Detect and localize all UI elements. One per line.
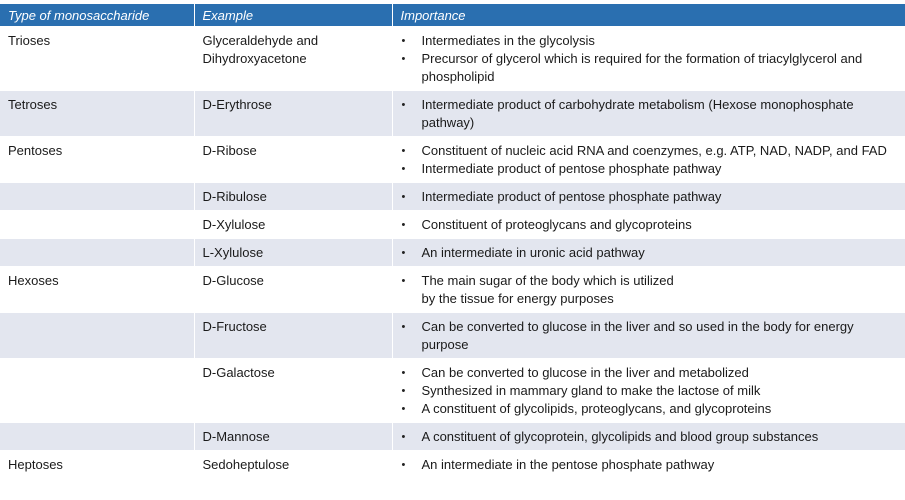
type-cell: Tetroses (0, 91, 194, 137)
type-cell (0, 239, 194, 267)
type-cell (0, 359, 194, 423)
importance-cell (392, 239, 905, 267)
table-row (0, 423, 905, 451)
importance-cell (392, 267, 905, 313)
example-cell: D-Ribose (194, 137, 392, 183)
importance-item: • Precursor of glycerol which is required for the formation of triacylglycerol and phospholipid (401, 50, 902, 86)
header-importance: Importance (392, 4, 905, 27)
importance-item: • Can be converted to glucose in the liver and metabolized (401, 364, 902, 382)
table-row (0, 267, 905, 313)
importance-item: • A constituent of glycoprotein, glycolipids and blood group substances (401, 428, 902, 446)
example-cell: D-Galactose (194, 359, 392, 423)
importance-list (401, 364, 902, 418)
type-cell (0, 313, 194, 359)
example-cell: D-Erythrose (194, 91, 392, 137)
importance-cell (392, 183, 905, 211)
table-row (0, 359, 905, 423)
table-row (0, 451, 905, 479)
importance-cell (392, 91, 905, 137)
importance-item: • Constituent of proteoglycans and glycoproteins (401, 216, 902, 234)
example-cell: D-Ribulose (194, 183, 392, 211)
example-cell: D-Fructose (194, 313, 392, 359)
table-row (0, 27, 905, 91)
importance-item: • Can be converted to glucose in the liver and so used in the body for energy purpose (401, 318, 902, 354)
importance-list (401, 272, 902, 308)
type-cell (0, 211, 194, 239)
importance-cell (392, 211, 905, 239)
table-row (0, 91, 905, 137)
importance-cell (392, 313, 905, 359)
importance-item: • An intermediate in uronic acid pathway (401, 244, 902, 262)
table-row (0, 137, 905, 183)
importance-cell (392, 27, 905, 91)
importance-item: • An intermediate in the pentose phosphate pathway (401, 456, 902, 474)
importance-list (401, 244, 902, 262)
type-cell: Hexoses (0, 267, 194, 313)
importance-list (401, 428, 902, 446)
importance-item: • The main sugar of the body which is utilized by the tissue for energy purposes (401, 272, 902, 308)
table-row (0, 183, 905, 211)
importance-item: • Constituent of nucleic acid RNA and coenzymes, e.g. ATP, NAD, NADP, and FAD (401, 142, 902, 160)
table-row (0, 211, 905, 239)
example-cell: D-Mannose (194, 423, 392, 451)
importance-cell (392, 137, 905, 183)
importance-item: • Intermediate product of pentose phosphate pathway (401, 160, 902, 178)
importance-cell (392, 451, 905, 479)
importance-list (401, 216, 902, 234)
importance-list (401, 96, 902, 132)
type-cell: Pentoses (0, 137, 194, 183)
table-body (0, 27, 905, 479)
importance-item: • A constituent of glycolipids, proteoglycans, and glycoproteins (401, 400, 902, 418)
importance-list (401, 142, 902, 178)
importance-list (401, 188, 902, 206)
header-type: Type of monosaccharide (0, 4, 194, 27)
type-cell: Trioses (0, 27, 194, 91)
importance-cell (392, 423, 905, 451)
monosaccharide-table (0, 4, 905, 478)
header-example: Example (194, 4, 392, 27)
table-row (0, 313, 905, 359)
example-cell: L-Xylulose (194, 239, 392, 267)
importance-list (401, 32, 902, 86)
importance-item: • Intermediate product of carbohydrate metabolism (Hexose monophosphate pathway) (401, 96, 902, 132)
importance-item: • Intermediate product of pentose phosphate pathway (401, 188, 902, 206)
example-cell: Sedoheptulose (194, 451, 392, 479)
importance-list (401, 456, 902, 474)
example-cell: D-Glucose (194, 267, 392, 313)
type-cell (0, 183, 194, 211)
header-row (0, 4, 905, 27)
importance-list (401, 318, 902, 354)
importance-item: • Intermediates in the glycolysis (401, 32, 902, 50)
example-cell: Glyceraldehyde and Dihydroxyacetone (194, 27, 392, 91)
importance-cell (392, 359, 905, 423)
type-cell: Heptoses (0, 451, 194, 479)
importance-item: • Synthesized in mammary gland to make the lactose of milk (401, 382, 902, 400)
example-cell: D-Xylulose (194, 211, 392, 239)
type-cell (0, 423, 194, 451)
table-row (0, 239, 905, 267)
